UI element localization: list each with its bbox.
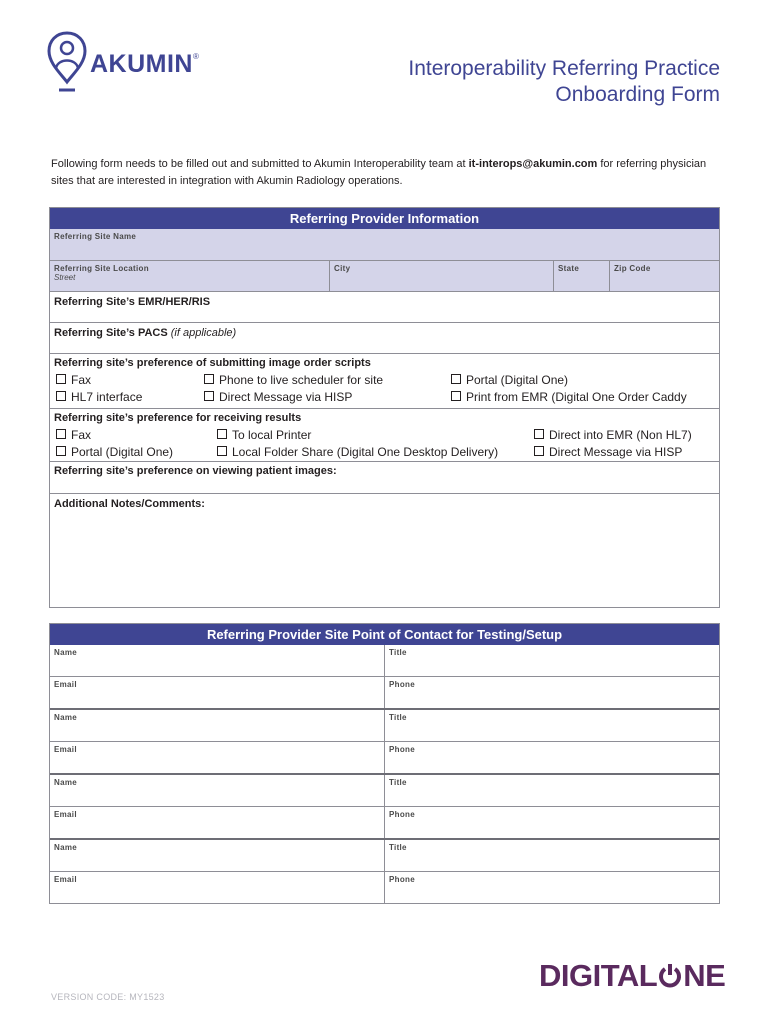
results-option-portal[interactable]: Portal (Digital One) [56,445,173,459]
contact-row-name [50,645,719,677]
emr-label: Referring Site’s EMR/HER/RIS [54,296,211,308]
name-field[interactable] [50,710,384,741]
name-field[interactable] [50,840,384,871]
checkbox-icon[interactable] [56,429,66,439]
order-pref-row [50,354,719,409]
email-label: Email [54,875,77,884]
email-label: Email [54,745,77,754]
checkbox-icon[interactable] [56,391,66,401]
name-label: Name [54,778,77,787]
order-option-portal[interactable]: Portal (Digital One) [451,373,568,387]
email-label: Email [54,810,77,819]
checkbox-icon[interactable] [534,429,544,439]
order-option-fax[interactable]: Fax [56,373,91,387]
email-field[interactable] [50,872,384,903]
checkbox-icon[interactable] [217,429,227,439]
order-pref-label: Referring site’s preference of submitting image order scripts [54,357,371,369]
intro-email: it-interops@akumin.com [468,158,598,170]
page-title [408,56,720,108]
checkbox-icon[interactable] [204,391,214,401]
email-label: Email [54,680,77,689]
contact-row-email [50,872,719,903]
logo-wordmark: AKUMIN® [90,50,200,78]
city-label: City [334,264,351,273]
results-option-emr[interactable]: Direct into EMR (Non HL7) [534,428,692,442]
city-field[interactable] [329,261,553,291]
phone-field[interactable] [384,807,719,838]
site-location-field[interactable] [50,261,329,291]
phone-field[interactable] [384,872,719,903]
checkbox-icon[interactable] [451,391,461,401]
phone-field[interactable] [384,742,719,773]
checkbox-icon[interactable] [204,374,214,384]
site-location-row [50,261,719,292]
order-option-hl7[interactable]: HL7 interface [56,390,142,404]
results-option-fax[interactable]: Fax [56,428,91,442]
site-name-row[interactable] [50,229,719,261]
contact-row-email [50,677,719,710]
site-location-label: Referring Site Location [54,264,149,273]
order-option-phone[interactable]: Phone to live scheduler for site [204,373,383,387]
zip-label: Zip Code [614,264,651,273]
phone-label: Phone [389,745,415,754]
section-header: Referring Provider Information [50,208,719,229]
title-line-2: Onboarding Form [555,83,720,106]
state-label: State [558,264,580,273]
title-field[interactable] [384,840,719,871]
digital-one-logo [539,958,725,994]
contact-form [49,623,720,904]
order-option-hisp[interactable]: Direct Message via HISP [204,390,352,404]
name-label: Name [54,843,77,852]
location-pin-icon [46,30,88,94]
results-pref-label: Referring site’s preference for receiving results [54,412,302,424]
phone-label: Phone [389,680,415,689]
results-option-hisp[interactable]: Direct Message via HISP [534,445,682,459]
contact-row-name [50,840,719,872]
title-label: Title [389,778,407,787]
power-icon [658,963,682,989]
zip-field[interactable] [609,261,719,291]
pacs-note: (if applicable) [170,327,237,339]
viewing-pref-label: Referring site’s preference on viewing patient images: [54,465,337,477]
intro-paragraph [51,156,711,190]
version-code: VERSION CODE: MY1523 [51,992,165,1002]
state-field[interactable] [553,261,609,291]
checkbox-icon[interactable] [534,446,544,456]
checkbox-icon[interactable] [217,446,227,456]
section-header: Referring Provider Site Point of Contact for Testing/Setup [50,624,719,645]
results-pref-row [50,409,719,462]
email-field[interactable] [50,677,384,708]
checkbox-icon[interactable] [451,374,461,384]
phone-label: Phone [389,875,415,884]
viewing-pref-row[interactable] [50,462,719,494]
site-name-label: Referring Site Name [54,232,137,241]
street-label: Street [54,273,76,282]
results-option-printer[interactable]: To local Printer [217,428,311,442]
phone-field[interactable] [384,677,719,708]
intro-text: Following form needs to be filled out and submitted to Akumin Interoperability team at [51,158,469,170]
phone-label: Phone [389,810,415,819]
akumin-logo [46,30,216,94]
brand-text-left: DIGITAL [539,958,658,993]
title-field[interactable] [384,710,719,741]
checkbox-icon[interactable] [56,446,66,456]
notes-row[interactable] [50,494,719,607]
title-label: Title [389,843,407,852]
contact-row-email [50,807,719,840]
order-option-print-emr[interactable]: Print from EMR (Digital One Order Caddy [451,390,687,404]
email-field[interactable] [50,807,384,838]
notes-label: Additional Notes/Comments: [54,498,205,510]
title-line-1: Interoperability Referring Practice [408,57,720,80]
pacs-row[interactable] [50,323,719,354]
email-field[interactable] [50,742,384,773]
name-label: Name [54,713,77,722]
pacs-label: Referring Site’s PACS (if applicable) [54,327,237,339]
name-label: Name [54,648,77,657]
emr-row[interactable] [50,292,719,323]
results-option-folder[interactable]: Local Folder Share (Digital One Desktop Delivery) [217,445,498,459]
title-label: Title [389,713,407,722]
name-field[interactable] [50,775,384,806]
provider-info-form [49,207,720,608]
name-field[interactable] [50,645,384,676]
title-field[interactable] [384,645,719,676]
checkbox-icon[interactable] [56,374,66,384]
contact-row-email [50,742,719,775]
title-field[interactable] [384,775,719,806]
contact-row-name [50,710,719,742]
intro-text-end: for referring physician sites that are interested in integration with Akumin Radiology operations. [51,158,707,187]
contact-row-name [50,775,719,807]
brand-text-right: NE [683,958,726,993]
title-label: Title [389,648,407,657]
